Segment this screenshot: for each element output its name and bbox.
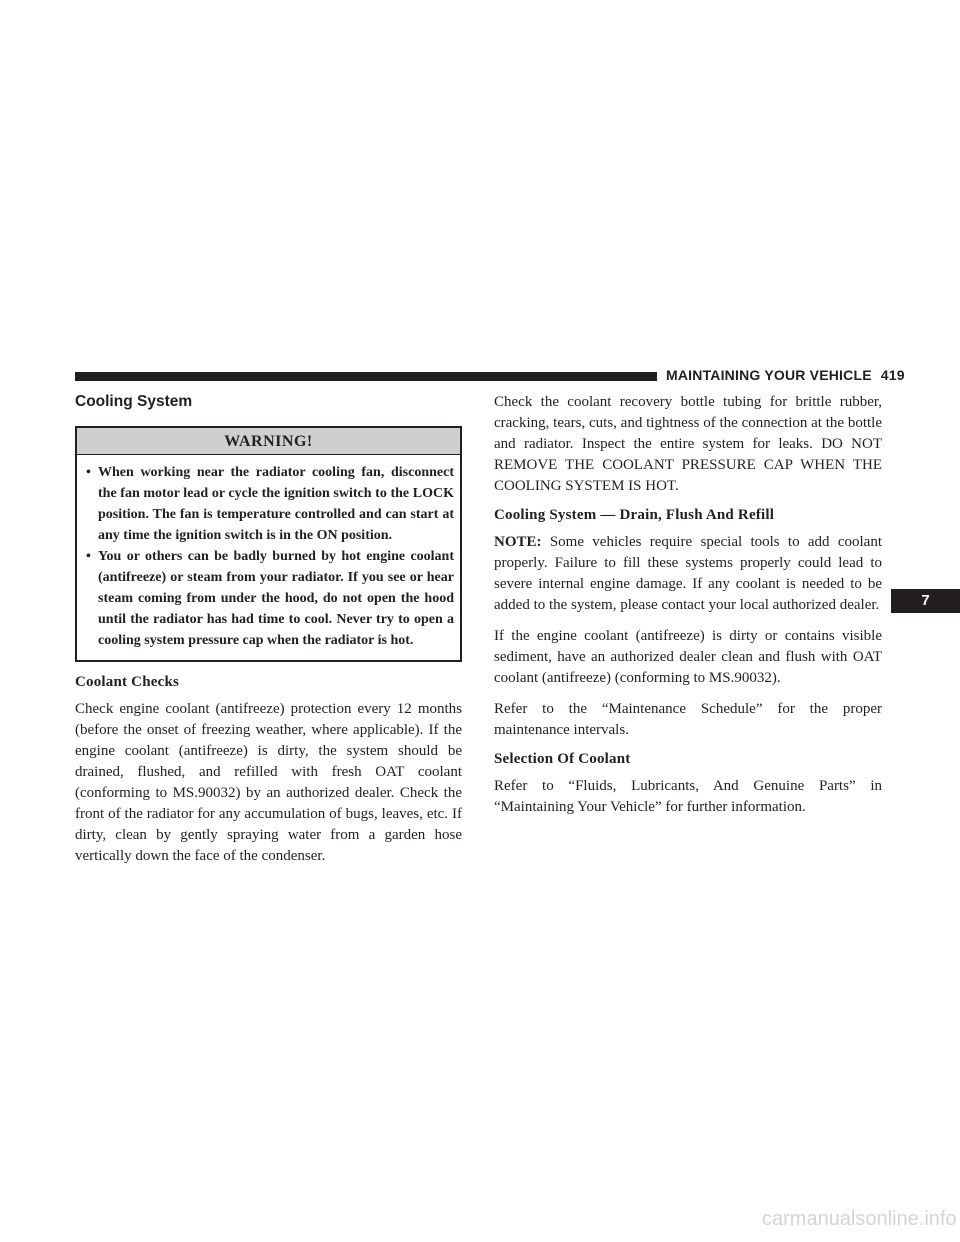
warning-item [83, 546, 454, 651]
note-text: Some vehicles require special tools to add coolant properly. Failure to fill these systems properly could lead to severe internal engine damage. If any coolant is needed to be added to the system, please contact your local authorized dealer. [494, 534, 882, 613]
warning-item-text: When working near the radiator cooling fan, disconnect the fan motor lead or cycle the ignition switch to the LOCK position. The fan is temperature controlled and can start at any time the ignition switch is in the ON position. [98, 465, 454, 543]
footer-watermark: carmanualsonline.info [762, 1208, 957, 1230]
recovery-bottle-para: Check the coolant recovery bottle tubing for brittle rubber, cracking, tears, cuts, and tightness of the connection at the bottle and radiator. Inspect the entire system for leaks. DO NOT REMOVE THE COOLANT PRESSURE CAP WHEN THE COOLING SYSTEM IS HOT. [494, 394, 882, 494]
header-rule [75, 372, 657, 381]
note-label: NOTE: [494, 534, 542, 550]
warning-item-text: You or others can be badly burned by hot engine coolant (antifreeze) or steam from your radiator. If you see or hear steam coming from under the hood, do not open the hood until the radiator has had time to cool. Never try to open a cooling system pressure cap when the radiator is hot. [98, 549, 454, 648]
page-number: 419 [880, 367, 905, 383]
header-section-title: MAINTAINING YOUR VEHICLE [666, 367, 872, 383]
right-column [494, 392, 882, 828]
selection-heading: Selection Of Coolant [494, 751, 631, 767]
running-header [666, 367, 905, 383]
warning-item [83, 462, 454, 546]
drain-flush-heading: Cooling System — Drain, Flush And Refill [494, 507, 775, 523]
schedule-para: Refer to the “Maintenance Schedule” for the proper maintenance intervals. [494, 701, 882, 738]
note-para [494, 532, 882, 616]
warning-box [75, 426, 462, 662]
sediment-para: If the engine coolant (antifreeze) is dirty or contains visible sediment, have an authorized dealer clean and flush with OAT coolant (antifreeze) (conforming to MS.90032). [494, 628, 882, 686]
left-column [75, 393, 462, 877]
selection-para: Refer to “Fluids, Lubricants, And Genuine Parts” in “Maintaining Your Vehicle” for further information. [494, 778, 882, 815]
bullet-icon: • [86, 549, 91, 564]
warning-list [77, 455, 460, 660]
coolant-checks-body: Check engine coolant (antifreeze) protection every 12 months (before the onset of freezing weather, where applicable). If the engine coolant (antifreeze) is dirty, the system should be drained, flushed, and refilled with fresh OAT coolant (conforming to MS.90032) by an authorized dealer. Check the front of the radiator for any accumulation of bugs, leaves, etc. If dirty, clean by gently spraying water from a garden hose vertically down the face of the condenser. [75, 701, 462, 864]
bullet-icon: • [86, 465, 91, 480]
coolant-checks-heading: Coolant Checks [75, 674, 180, 690]
chapter-tab: 7 [891, 589, 960, 613]
section-heading: Cooling System [75, 393, 193, 410]
warning-title: WARNING! [77, 428, 460, 455]
